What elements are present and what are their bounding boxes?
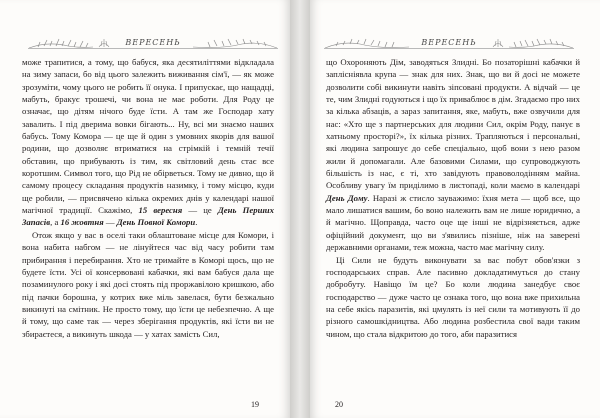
wheat-ornament-icon — [491, 38, 505, 48]
paragraph — [326, 56, 580, 254]
header-title: ВЕРЕСЕНЬ — [125, 38, 181, 47]
book-gutter — [290, 0, 310, 418]
header-rule — [324, 48, 574, 49]
page-number: 20 — [335, 400, 343, 409]
left-page — [0, 0, 290, 418]
text-run: , а — [50, 217, 61, 228]
emphasized-term: День Дому — [326, 192, 368, 203]
paragraph — [326, 254, 580, 340]
page-number: 19 — [251, 400, 259, 409]
paragraph — [22, 56, 274, 229]
right-page — [310, 0, 600, 418]
text-run: Отож якщо у вас в оселі таки облаштоване місце для Комори, і вона набита набгом — не лінуйтеся час від часу робити там прибирання і перебирання. Хто не тримайте в Коморі щось, що не будете їсти. Усі ої консервовані кабачки, які вам бабуся дала ще позаминулого року і які досі стоять під проржавілою кришкою, або під пачки борошна, у котрих вже міль завелася, бути безжально викинуті на смітник. Не просто тому, що їсти це небезпечно. А ще й тому, що саме так — через зберігання продуктів, які їсти ви не збираєтеся, а викинуть шкода — у хатах замість Сил, — [22, 229, 274, 339]
running-header — [28, 36, 278, 50]
text-run: . — [195, 217, 198, 228]
emphasized-term: День Повної Комори — [116, 217, 196, 228]
emphasized-term: День Перших Запасів — [22, 205, 274, 228]
paragraph — [22, 229, 274, 340]
emphasized-term: 16 жовтня — [60, 217, 104, 228]
text-run: Ці Сили не будуть виконувати за вас побут обов'язки з господарських справ. Але пасивно докладатимуться до стану добробуту. Навіщо їм це? Бо коли людина занедбує своє господарство — дуже часто це ознака того, що вона вже прихильна на себе якісь паразитів, які цмулять із неї сили та мотивують її до різного самошкідництва. Або людина розбестила свої вади таким чином, що стала відкритою до того, аби паразитися — [326, 254, 580, 339]
text-run: що Охороняють Дім, заводяться Злидні. Бо позаторішні кабачки й заплісніявла крупа — знак для них. Знак, що ви й досі не можете дозволити собі викинути навіть зіпсовані продукти. А відчай — це те, чим Злидні годуються і що їх приваблює в дім. Згадаємо про них за кілька абзаців, а зараз запитання, яке, мабуть, вже озвучили для нас: «Хто ще з партнерських для людини Сил, окрім Роду, панує в хатньому просторі?», їх кілька різних. Трапляються і персональні, які людина запрошує до себе спеціально, щоб вони з нею разом жили й допомагали. Але базовими Силами, що супроводжують більшість із нас, є ті, хто завідують правоволодінням майна. Особливу увагу їм приділимо в листопаді, коли маємо в календарі — [326, 57, 580, 191]
wheat-ornament-icon — [97, 38, 111, 48]
text-run: — — [103, 217, 117, 228]
text-run: — це — [182, 205, 218, 216]
body-text — [22, 56, 274, 340]
text-run: . Наразі ж стисло зауважимо: їхня мета — щоб все, що мало лишатися вашим, бо воно належить вам не лише юридично, а й магічно. Щоправда, часто оце ще інші не відрізняється, адже офіційний документ, що ви з'явились пізніше, ніж на заверені державними органами, теж можна, часто має магічну силу. — [326, 192, 581, 253]
text-run: може трапитися, а тому, що бабуся, яка десятиліттями відкладала на зиму запаси, бо від цього залежить виживання сім'ї, — як може зрозуміти, чому цього не робить її онука. І припускає, що нащадці, мабуть, бракує трошечі, чи вона не має роботи. Для Роду це означає, що дітям нічого буде їсти. А там же Господар хату завалить. І під дверима вовки бігають... Ну, всі ми знаємо наших бабусь. Тому Комора — це ще й один з умовних якорів для вашої родини, що дозволяє втриматися на стрімкій і темній течії обставин, що прибувають із тим, як світловий день стає все коротшим. Символ того, що Рід не обірветься. Тому не дивно, що й самому процесу складання продуктів назимку, і тому місцю, куди ще робили, — присвячено кілька окремих днів у календарі нашої магічної традиції. Скажімо, — [22, 57, 274, 216]
emphasized-term: 15 вересня — [138, 205, 183, 216]
running-header — [324, 36, 574, 50]
body-text — [326, 56, 580, 340]
header-rule — [28, 48, 278, 49]
header-title: ВЕРЕСЕНЬ — [421, 38, 477, 47]
